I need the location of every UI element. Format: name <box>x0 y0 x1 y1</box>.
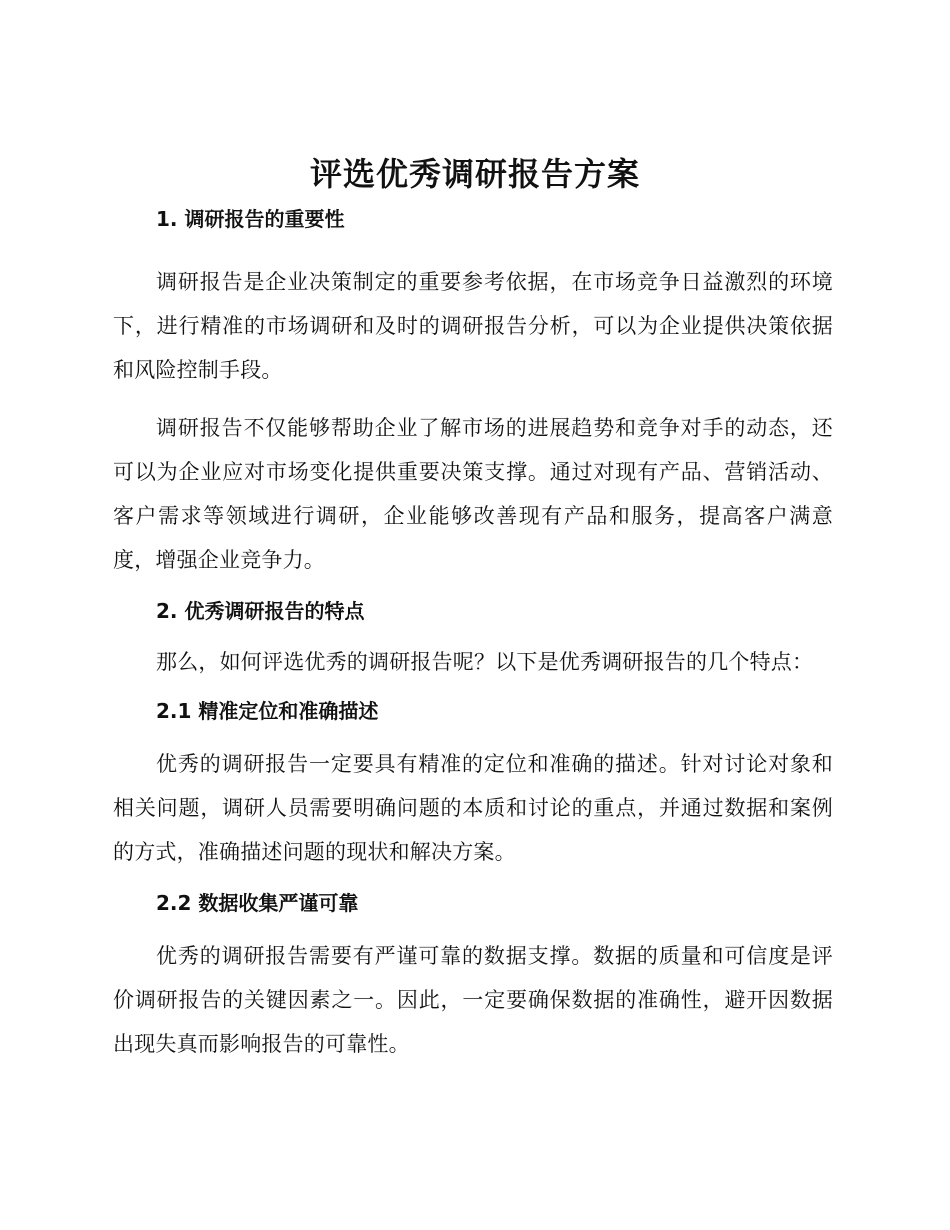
paragraph: 优秀的调研报告一定要具有精准的定位和准确的描述。针对讨论对象和相关问题，调研人员需要明确问题的本质和讨论的重点，并通过数据和案例的方式，准确描述问题的现状和解决方案。 <box>113 752 833 864</box>
section-heading-importance: 1. 调研报告的重要性 <box>156 207 345 231</box>
paragraph: 优秀的调研报告需要有严谨可靠的数据支撑。数据的质量和可信度是评价调研报告的关键因素之一。因此，一定要确保数据的准确性，避开因数据出现失真而影响报告的可靠性。 <box>113 944 833 1056</box>
document-body <box>113 200 833 1066</box>
paragraph: 那么，如何评选优秀的调研报告呢？以下是优秀调研报告的几个特点： <box>156 650 814 674</box>
subsection-heading-positioning: 2.1 精准定位和准确描述 <box>156 699 379 723</box>
document-title: 评选优秀调研报告方案 <box>309 155 640 193</box>
paragraph: 调研报告不仅能够帮助企业了解市场的进展趋势和竞争对手的动态，还可以为企业应对市场变化提供重要决策支撑。通过对现有产品、营销活动、客户需求等领域进行调研，企业能够改善现有产品和服务，提高客户满意度，增强企业竞争力。 <box>113 416 833 572</box>
paragraph: 调研报告是企业决策制定的重要参考依据，在市场竞争日益激烈的环境下，进行精准的市场调研和及时的调研报告分析，可以为企业提供决策依据和风险控制手段。 <box>113 270 833 382</box>
section-heading-features: 2. 优秀调研报告的特点 <box>156 599 365 623</box>
subsection-heading-data-collection: 2.2 数据收集严谨可靠 <box>156 891 359 915</box>
